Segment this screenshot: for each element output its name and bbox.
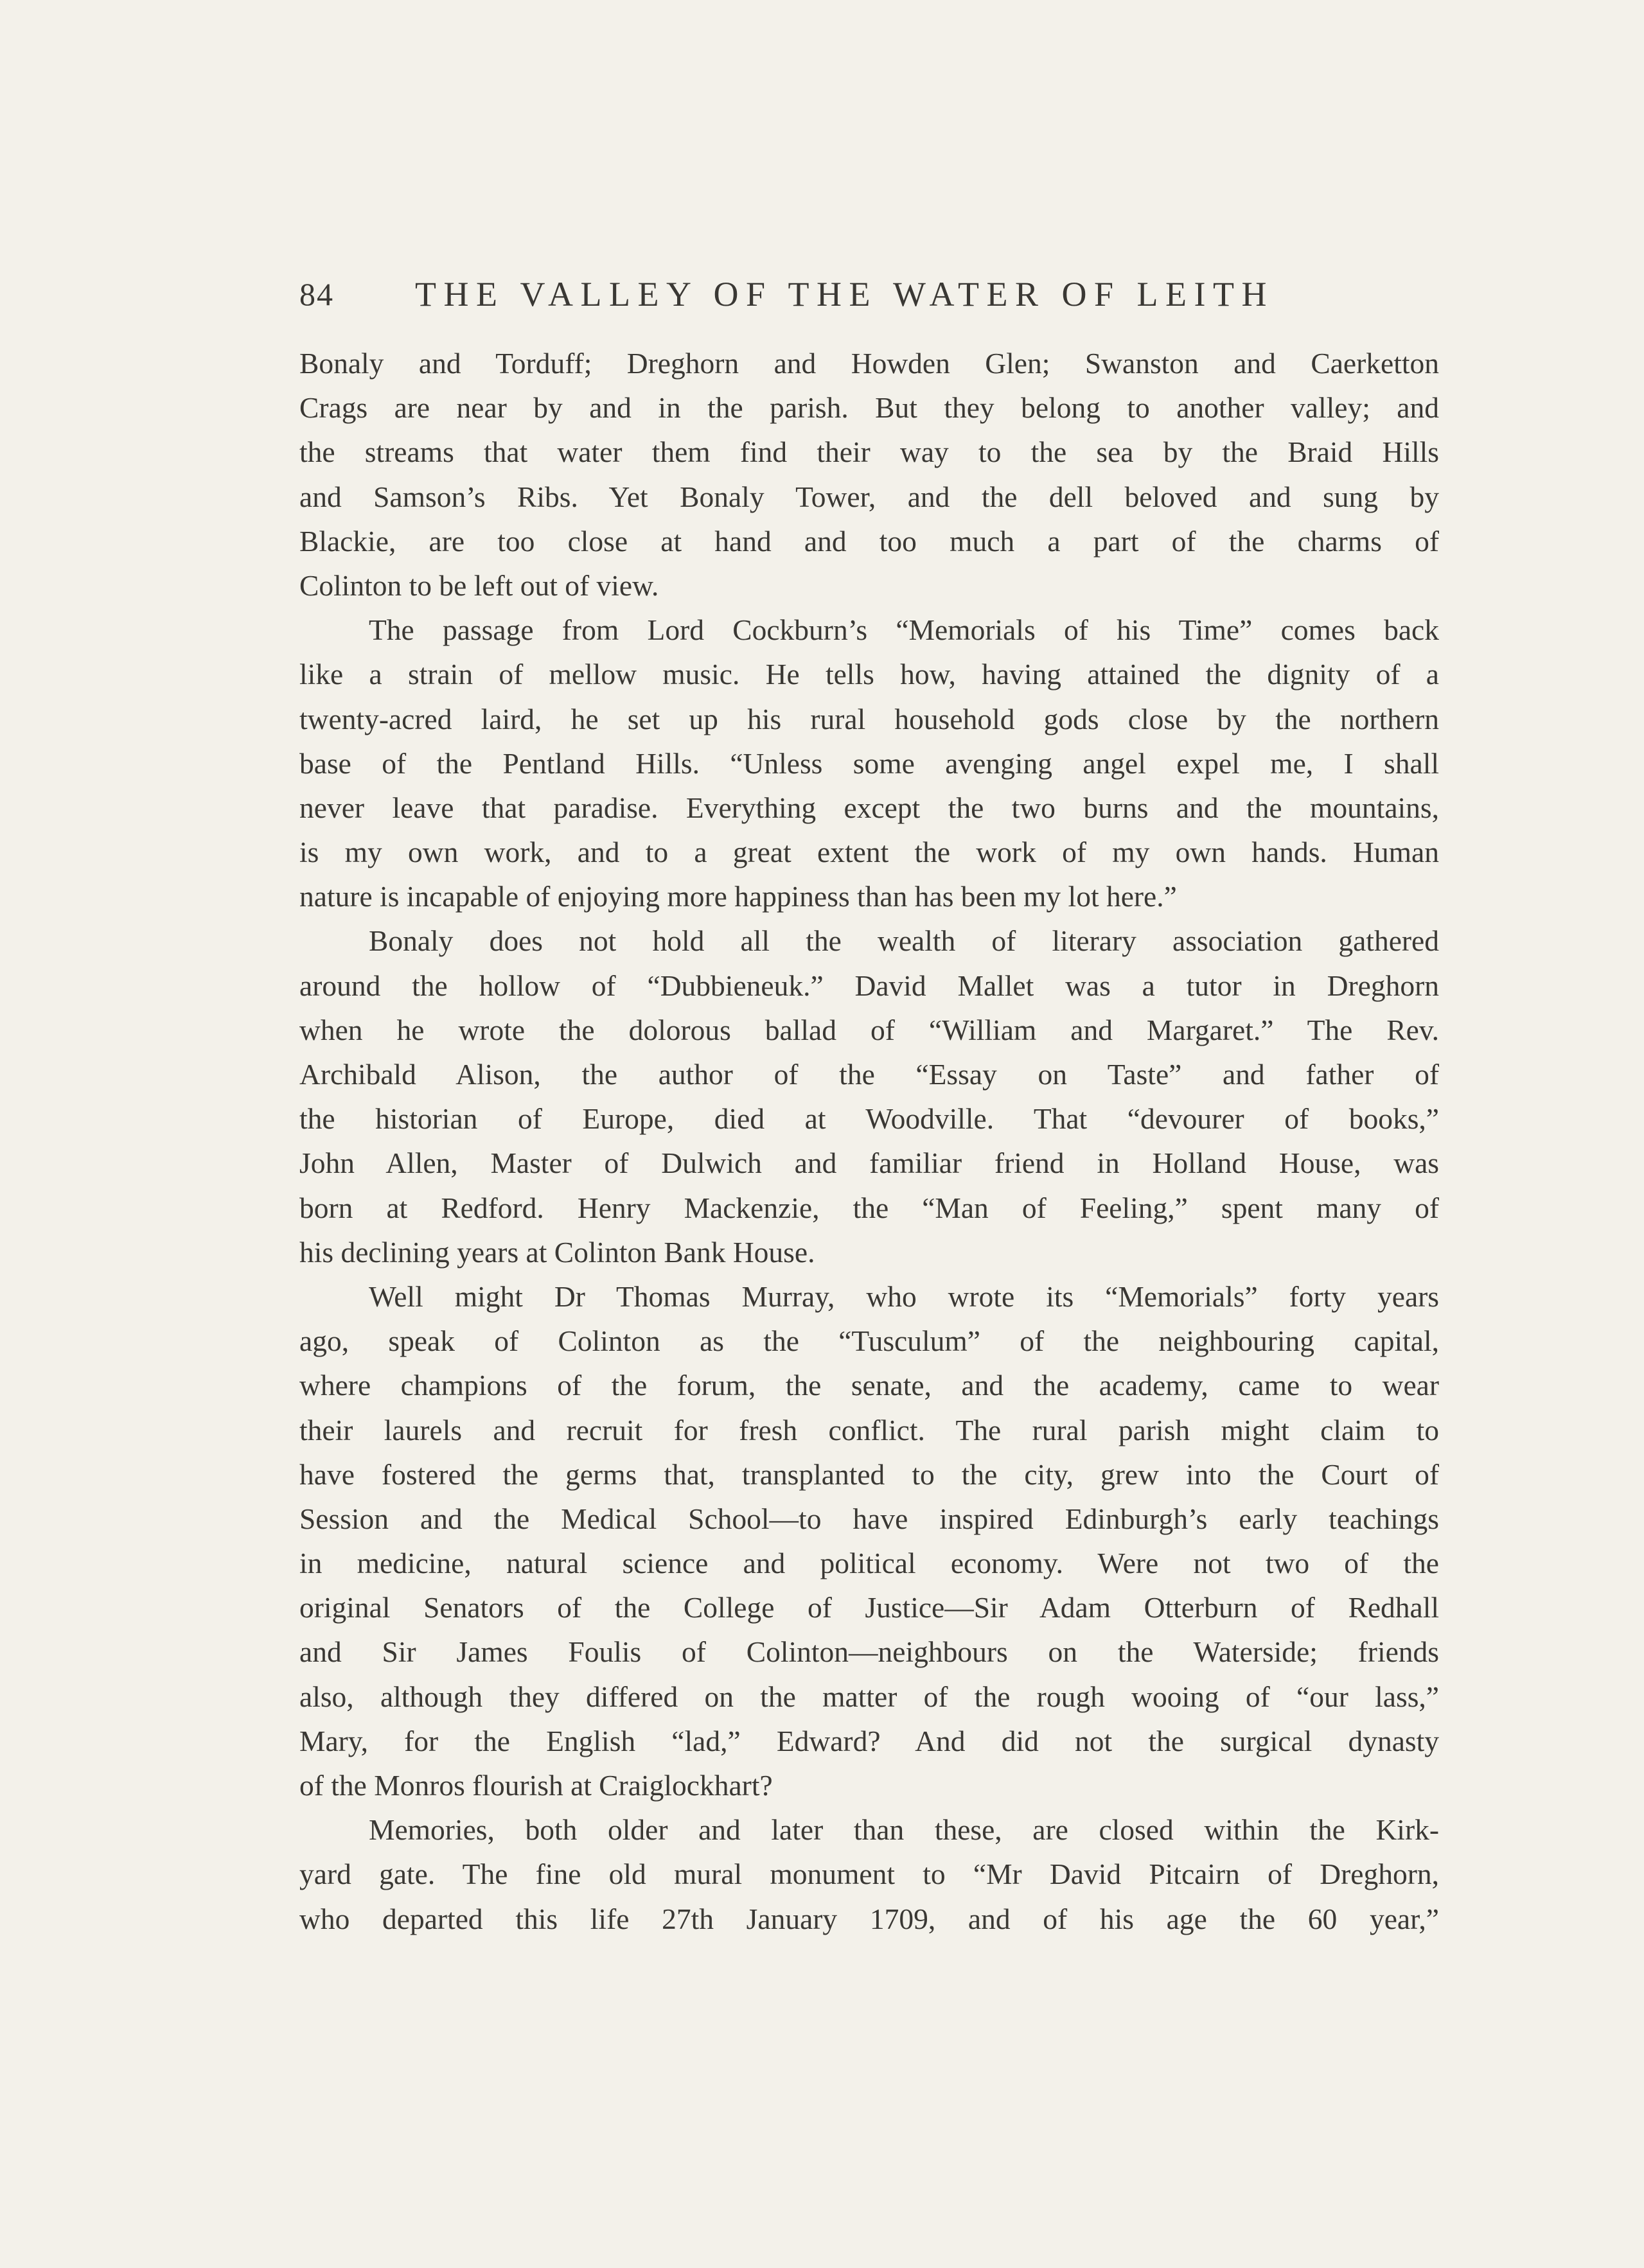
text-line: Memories, both older and later than these, are closed within the Kirk- [369,1813,1439,1847]
text-line: also, although they differed on the matter of the rough wooing of “our lass,” [299,1680,1439,1713]
text-line: The passage from Lord Cockburn’s “Memorials of his Time” comes back [369,613,1439,647]
text-line: Session and the Medical School—to have inspired Edinburgh’s early teachings [299,1502,1439,1535]
text-line: Bonaly and Torduff; Dreghorn and Howden Glen; Swanston and Caerketton [299,347,1439,380]
text-line: born at Redford. Henry Mackenzie, the “Man of Feeling,” spent many of [299,1191,1439,1224]
text-line: yard gate. The fine old mural monument to “Mr David Pitcairn of Dreghorn, [299,1858,1439,1891]
page-number: 84 [299,276,334,312]
text-line: Crags are near by and in the parish. But they belong to another valley; and [299,391,1439,425]
text-line: the streams that water them find their way to the sea by the Braid Hills [299,435,1439,469]
text-line: who departed this life 27th January 1709, and of his age the 60 year,” [299,1902,1439,1935]
text-line: twenty-acred laird, he set up his rural household gods close by the northern [299,702,1439,735]
body-text [299,341,1439,1941]
text-line: have fostered the germs that, transplanted to the city, grew into the Court of [299,1457,1439,1491]
text-line: of the Monros flourish at Craiglockhart? [299,1769,773,1802]
text-line: around the hollow of “Dubbieneuk.” David Mallet was a tutor in Dreghorn [299,969,1439,1002]
text-line: base of the Pentland Hills. “Unless some avenging angel expel me, I shall [299,746,1439,780]
running-title: THE VALLEY OF THE WATER OF LEITH [415,275,1274,313]
running-header [299,268,1439,320]
text-line: nature is incapable of enjoying more happiness than has been my lot here.” [299,880,1177,913]
text-line: John Allen, Master of Dulwich and familiar friend in Holland House, was [299,1147,1439,1180]
text-line: never leave that paradise. Everything except the two burns and the mountains, [299,791,1439,824]
text-line: Archibald Alison, the author of the “Essay on Taste” and father of [299,1058,1439,1091]
text-line: Mary, for the English “lad,” Edward? And did not the surgical dynasty [299,1724,1439,1757]
text-line: Well might Dr Thomas Murray, who wrote its “Memorials” forty years [369,1279,1439,1313]
text-line: when he wrote the dolorous ballad of “William and Margaret.” The Rev. [299,1013,1439,1046]
text-line: the historian of Europe, died at Woodville. That “devourer of books,” [299,1102,1439,1136]
text-line: Bonaly does not hold all the wealth of literary association gathered [369,924,1439,958]
text-line: his declining years at Colinton Bank House. [299,1235,815,1269]
text-line: Blackie, are too close at hand and too much a part of the charms of [299,524,1439,558]
text-line: and Sir James Foulis of Colinton—neighbours on the Waterside; friends [299,1635,1439,1669]
text-line: and Samson’s Ribs. Yet Bonaly Tower, and the dell beloved and sung by [299,480,1439,513]
text-line: where champions of the forum, the senate, and the academy, came to wear [299,1369,1439,1402]
text-line: is my own work, and to a great extent the work of my own hands. Human [299,836,1439,869]
text-line: original Senators of the College of Justice—Sir Adam Otterburn of Redhall [299,1591,1439,1624]
text-line: like a strain of mellow music. He tells how, having attained the dignity of a [299,658,1439,691]
text-line: Colinton to be left out of view. [299,568,659,602]
text-line: their laurels and recruit for fresh conflict. The rural parish might claim to [299,1413,1439,1446]
text-line: in medicine, natural science and political economy. Were not two of the [299,1547,1439,1580]
text-line: ago, speak of Colinton as the “Tusculum” of the neighbouring capital, [299,1324,1439,1358]
